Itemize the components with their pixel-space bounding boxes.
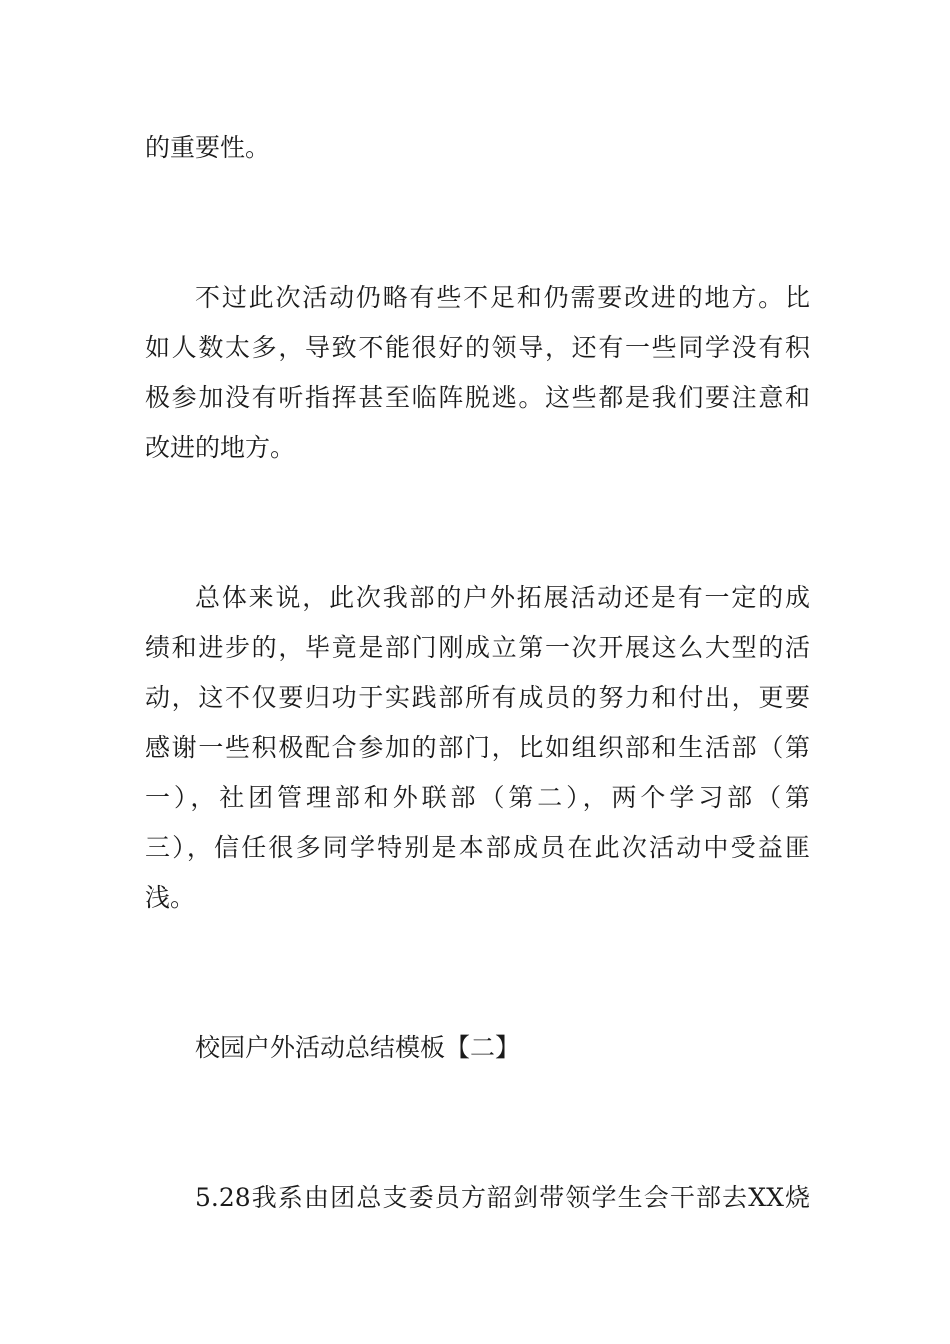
paragraph-3-line-6: 三），信任很多同学特别是本部成员在此次活动中受益匪	[145, 833, 810, 862]
paragraph-2-line-1: 不过此次活动仍略有些不足和仍需要改进的地方。比	[195, 283, 810, 312]
paragraph-1-line-1: 的重要性。	[145, 133, 271, 162]
paragraph-2-line-2: 如人数太多，导致不能很好的领导，还有一些同学没有积	[145, 333, 810, 362]
paragraph-3-line-5: 一），社团管理部和外联部（第二），两个学习部（第	[145, 783, 810, 812]
paragraph-3-line-4: 感谢一些积极配合参加的部门，比如组织部和生活部（第	[145, 733, 810, 762]
paragraph-2-line-3: 极参加没有听指挥甚至临阵脱逃。这些都是我们要注意和	[145, 383, 810, 412]
paragraph-4-line-1: 5.28我系由团总支委员方韶剑带领学生会干部去XX烧	[195, 1183, 810, 1212]
paragraph-3-line-2: 绩和进步的，毕竟是部门刚成立第一次开展这么大型的活	[145, 633, 810, 662]
paragraph-3-line-3: 动，这不仅要归功于实践部所有成员的努力和付出，更要	[145, 683, 810, 712]
paragraph-3-line-7: 浅。	[145, 883, 196, 912]
paragraph-3-line-1: 总体来说，此次我部的户外拓展活动还是有一定的成	[195, 583, 810, 612]
paragraph-2-line-4: 改进的地方。	[145, 433, 296, 462]
section-heading: 校园户外活动总结模板【二】	[195, 1033, 521, 1062]
